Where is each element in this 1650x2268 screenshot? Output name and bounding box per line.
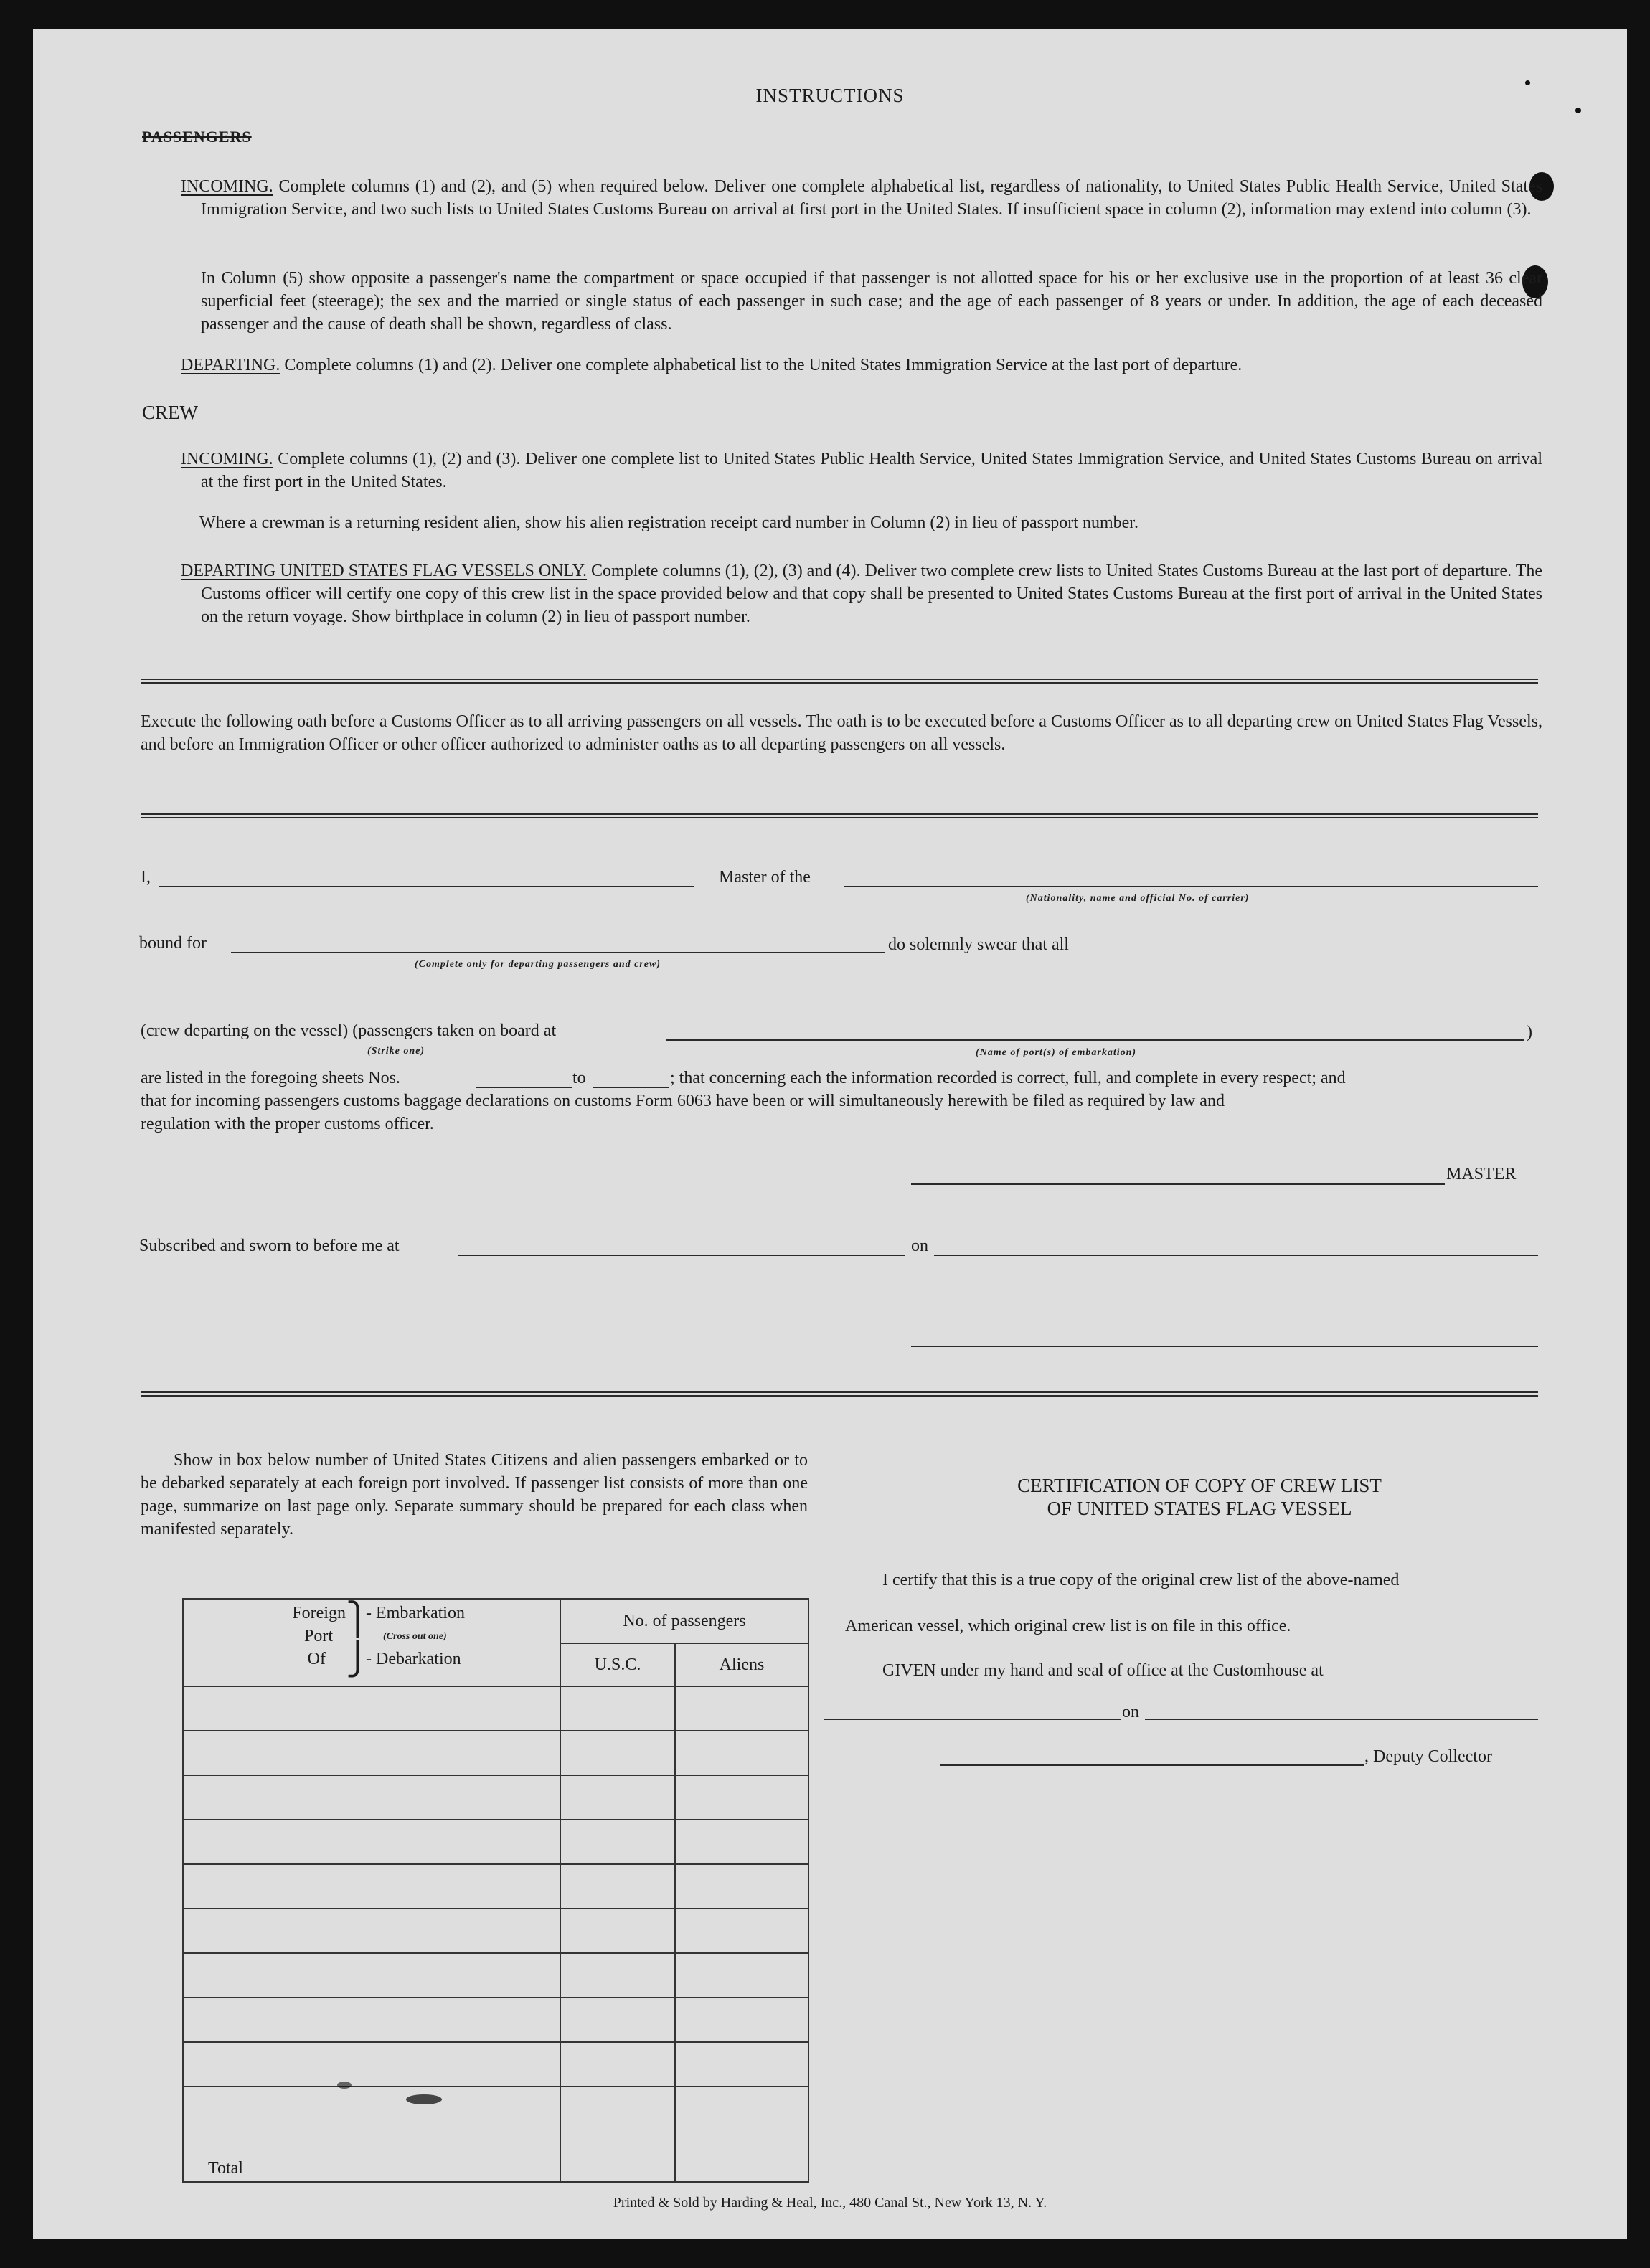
speck-mark — [1575, 108, 1581, 113]
page-title: INSTRUCTIONS — [755, 85, 905, 106]
usc-cell[interactable] — [560, 1686, 675, 1731]
passengers-departing-label: DEPARTING. — [181, 356, 280, 374]
port-caption: (Name of port(s) of embarkation) — [976, 1047, 1137, 1058]
embarkation-label: - Embarkation — [366, 1604, 465, 1622]
usc-cell[interactable] — [560, 1998, 675, 2042]
oath-to-label: to — [572, 1069, 586, 1087]
port-cell[interactable] — [183, 1731, 560, 1775]
usc-cell[interactable] — [560, 1775, 675, 1820]
oath-i-label: I, — [141, 868, 151, 887]
ink-smudge-mark — [406, 2094, 442, 2104]
deputy-collector-label: , Deputy Collector — [1364, 1747, 1492, 1766]
col-foreign-label: Foreign — [292, 1604, 346, 1622]
port-cell[interactable] — [183, 1686, 560, 1731]
oath-bound-for-label: bound for — [139, 934, 207, 953]
crew-departing-label: DEPARTING UNITED STATES FLAG VESSELS ONLY. — [181, 562, 587, 580]
oath-sheets-label: are listed in the foregoing sheets Nos. — [141, 1069, 400, 1087]
section-divider — [141, 1391, 1538, 1397]
port-cell[interactable] — [183, 1775, 560, 1820]
certification-title-1: CERTIFICATION OF COPY OF CREW LIST — [1017, 1475, 1382, 1496]
crew-incoming-text: Complete columns (1), (2) and (3). Deliver one complete list to United States Public Health Service, United States Immigration Service, and United States Customs Bureau on arrival at the first port in the United States. — [201, 450, 1543, 491]
cross-out-caption: (Cross out one) — [383, 1631, 447, 1642]
bound-for-caption: (Complete only for departing passengers and crew) — [415, 959, 661, 970]
subscribed-place-field[interactable] — [458, 1255, 905, 1256]
master-signature-field[interactable] — [911, 1183, 1445, 1185]
usc-cell[interactable] — [560, 1820, 675, 1864]
certification-on-label: on — [1122, 1703, 1139, 1721]
crew-heading: CREW — [142, 402, 198, 423]
certification-text-1: I certify that this is a true copy of the original crew list of the above-named — [882, 1571, 1400, 1589]
form-sheet — [33, 29, 1627, 2239]
crew-resident-paragraph: Where a crewman is a returning resident alien, show his alien registration receipt card number in Column (2) in lieu of passport number. — [199, 514, 1138, 532]
sheet-from-field[interactable] — [476, 1087, 572, 1088]
embarkation-port-field[interactable] — [666, 1039, 1524, 1041]
customhouse-place-field[interactable] — [824, 1719, 1121, 1720]
aliens-header: Aliens — [675, 1643, 808, 1686]
crew-incoming-label: INCOMING. — [181, 450, 273, 468]
foreign-port-header — [183, 1599, 560, 1686]
oath-sheets-text-3: regulation with the proper customs officer. — [141, 1115, 434, 1133]
section-divider — [141, 813, 1538, 818]
usc-cell[interactable] — [560, 2042, 675, 2087]
port-cell[interactable] — [183, 1953, 560, 1998]
debarkation-label: - Debarkation — [366, 1650, 461, 1668]
col-port-label: Port — [303, 1627, 333, 1645]
port-cell[interactable] — [183, 1909, 560, 1953]
deputy-collector-signature-field[interactable] — [940, 1764, 1364, 1766]
bound-for-field[interactable] — [231, 952, 885, 953]
passengers-incoming-text: Complete columns (1) and (2), and (5) when required below. Deliver one complete alphabetical list, regardless of nationality, to United States Public Health Service, United States Immigration Service, and two such lists to United States Customs Bureau on arrival at first port in the United States. If insufficient space in column (2), information may extend into column (3). — [201, 177, 1542, 219]
crew-departing-paragraph — [181, 559, 1542, 628]
aliens-cell[interactable] — [675, 1998, 808, 2042]
oath-subscribed-label: Subscribed and sworn to before me at — [139, 1237, 400, 1255]
passengers-departing-text: Complete columns (1) and (2). Deliver one complete alphabetical list to the United States Immigration Service at the last port of departure. — [284, 356, 1243, 374]
struck-heading: PASSENGERS — [142, 128, 252, 146]
certification-date-field[interactable] — [1145, 1719, 1538, 1720]
oath-crew-departing-label: (crew departing on the vessel) (passengers taken on board at — [141, 1021, 557, 1040]
oath-sheets-text-2: that for incoming passengers customs baggage declarations on customs Form 6063 have been or will simultaneously herewith be filed as required by law and — [141, 1092, 1225, 1110]
brace-icon: ⎫ — [346, 1602, 369, 1637]
strike-caption: (Strike one) — [367, 1046, 425, 1057]
aliens-cell[interactable] — [675, 1953, 808, 1998]
port-cell[interactable] — [183, 1820, 560, 1864]
certification-given-text: GIVEN under my hand and seal of office at the Customhouse at — [882, 1661, 1324, 1680]
usc-cell[interactable] — [560, 1864, 675, 1909]
usc-cell[interactable] — [560, 1953, 675, 1998]
total-cell — [183, 2087, 560, 2182]
aliens-cell[interactable] — [675, 1864, 808, 1909]
port-cell[interactable] — [183, 1864, 560, 1909]
usc-cell[interactable] — [560, 1731, 675, 1775]
aliens-cell[interactable] — [675, 1686, 808, 1731]
passengers-departing-line — [181, 356, 1542, 375]
certification-title-2: OF UNITED STATES FLAG VESSEL — [1047, 1498, 1352, 1519]
usc-total-cell[interactable] — [560, 2087, 675, 2182]
aliens-cell[interactable] — [675, 1731, 808, 1775]
passengers-incoming-paragraph — [181, 175, 1542, 221]
usc-header: U.S.C. — [560, 1643, 675, 1686]
aliens-cell[interactable] — [675, 1820, 808, 1864]
carrier-field[interactable] — [844, 886, 1538, 887]
oath-master-of-label: Master of the — [719, 868, 811, 887]
aliens-cell[interactable] — [675, 2042, 808, 2087]
oath-master-label: MASTER — [1446, 1165, 1517, 1183]
subscribed-date-field[interactable] — [934, 1255, 1538, 1256]
officer-signature-field[interactable] — [911, 1346, 1538, 1347]
crew-departing-text: Complete columns (1), (2), (3) and (4). Deliver two complete crew lists to United States Customs Bureau at the last port of departure. The Customs officer will certify one copy of this crew list in the space provided below and that copy shall be presented to United States Customs Bureau at the first port of arrival in the United States on the return voyage. Show birthplace in column (2) in lieu of passport number. — [201, 562, 1543, 626]
passengers-incoming-label: INCOMING. — [181, 177, 273, 196]
col-of-label: Of — [307, 1650, 326, 1668]
oath-close-paren: ) — [1527, 1023, 1532, 1041]
passengers-header: No. of passengers — [560, 1599, 808, 1643]
crew-incoming-paragraph — [181, 448, 1542, 493]
section-divider — [141, 679, 1538, 684]
total-label: Total — [208, 2159, 243, 2178]
master-name-field[interactable] — [159, 886, 694, 887]
usc-cell[interactable] — [560, 1909, 675, 1953]
passenger-summary-table — [182, 1598, 809, 2183]
sheet-to-field[interactable] — [593, 1087, 669, 1088]
aliens-cell[interactable] — [675, 1775, 808, 1820]
oath-intro-paragraph: Execute the following oath before a Customs Officer as to all arriving passengers on all vessels. The oath is to be executed before a Customs Officer as to all departing crew on United States Flag Vessels, and before an Immigration Officer or other officer authorized to administer oaths as to all departing passengers on all vessels. — [141, 712, 1542, 754]
brace-icon: ⎭ — [346, 1642, 369, 1677]
summary-intro-paragraph: Show in box below number of United States Citizens and alien passengers embarked or to be debarked separately at each foreign port involved. If passenger list consists of more than one page, summarize on last page only. Separate summary should be prepared for each class when manifested separately. — [141, 1451, 808, 1539]
aliens-cell[interactable] — [675, 1909, 808, 1953]
printer-footer: Printed & Sold by Harding & Heal, Inc., 480 Canal St., New York 13, N. Y. — [613, 2195, 1047, 2211]
carrier-caption: (Nationality, name and official No. of carrier) — [1026, 893, 1250, 904]
oath-sheets-text-1: ; that concerning each the information recorded is correct, full, and complete in every respect; and — [670, 1069, 1346, 1087]
port-cell[interactable] — [183, 2042, 560, 2087]
oath-on-label: on — [911, 1237, 928, 1255]
oath-swear-label: do solemnly swear that all — [888, 935, 1069, 954]
passengers-column5-paragraph: In Column (5) show opposite a passenger's name the compartment or space occupied if that passenger is not allotted space for his or her exclusive use in the proportion of at least 36 clear superficial feet (steerage); the sex and the married or single status of each passenger in such case; and the age of each passenger of 8 years or under. In addition, the age of each deceased passenger and the cause of death shall be shown, regardless of class. — [201, 269, 1542, 334]
aliens-total-cell[interactable] — [675, 2087, 808, 2182]
port-cell[interactable] — [183, 1998, 560, 2042]
certification-text-2: American vessel, which original crew list is on file in this office. — [845, 1617, 1291, 1635]
ink-smudge-mark — [337, 2082, 352, 2089]
